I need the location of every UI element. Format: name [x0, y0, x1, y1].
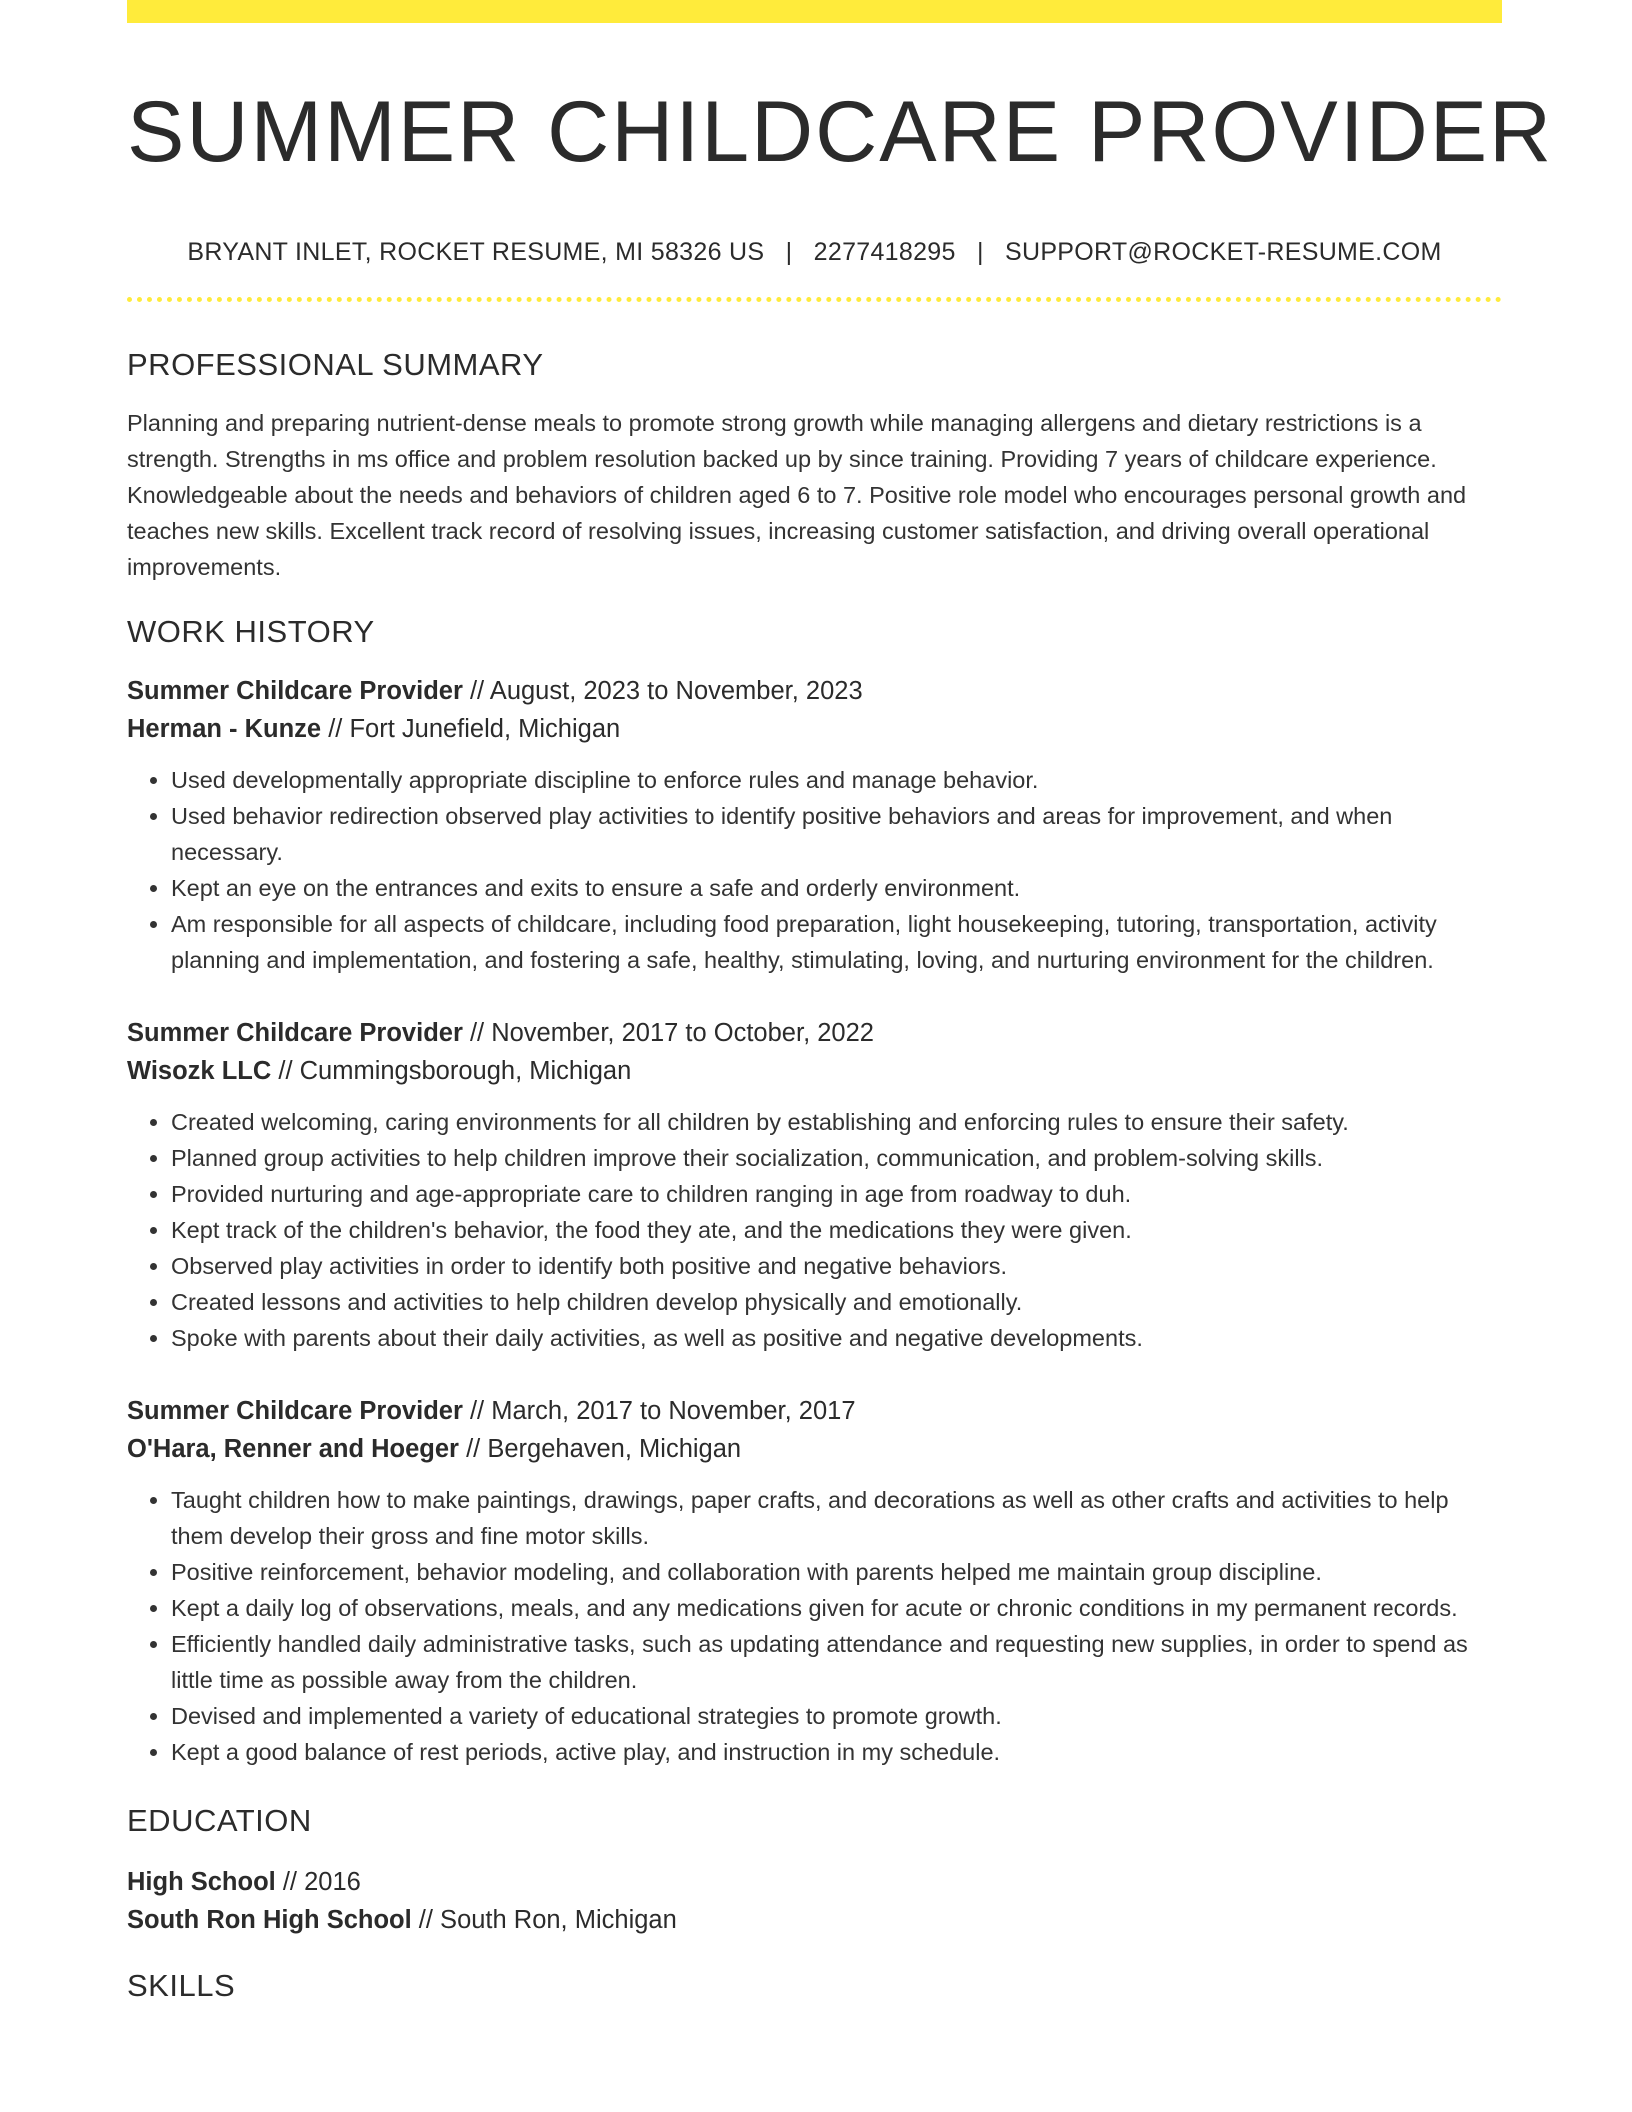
- list-item: • Am responsible for all aspects of childcare, including food preparation, light housekeeping, tutoring, transportation, activity planning and implementation, and fostering a safe, healthy, stimulating, loving, and nurturing environment for the children.: [171, 906, 1502, 978]
- job-title-line: [127, 1014, 1502, 1052]
- contact-address: BRYANT INLET, ROCKET RESUME, MI 58326 US: [187, 237, 765, 266]
- education-year: // 2016: [275, 1868, 361, 1897]
- job-position: Summer Childcare Provider: [127, 676, 463, 705]
- work-history-heading: WORK HISTORY: [127, 613, 375, 649]
- list-item: • Kept an eye on the entrances and exits to ensure a safe and orderly environment.: [171, 870, 1502, 906]
- job-company: Herman - Kunze: [127, 714, 322, 743]
- job-position: Summer Childcare Provider: [127, 1018, 463, 1047]
- job-company-line: [127, 1052, 1502, 1090]
- job-company: O'Hara, Renner and Hoeger: [127, 1434, 459, 1463]
- list-item: • Used behavior redirection observed play activities to identify positive behaviors and areas for improvement, and when necessary.: [171, 798, 1502, 870]
- education-location: // South Ron, Michigan: [411, 1906, 677, 1935]
- accent-top-bar: [127, 0, 1502, 23]
- list-item: • Spoke with parents about their daily activities, as well as positive and negative developments.: [171, 1320, 1502, 1356]
- job-entry: [127, 1014, 1502, 1356]
- list-item: • Taught children how to make paintings, drawings, paper crafts, and decorations as well as other crafts and activities to help them develop their gross and fine motor skills.: [171, 1482, 1502, 1554]
- skills-heading: SKILLS: [127, 1968, 236, 2004]
- contact-line: [127, 238, 1502, 267]
- job-entry: [127, 672, 1502, 978]
- list-item: • Devised and implemented a variety of educational strategies to promote growth.: [171, 1698, 1502, 1734]
- list-item: • Provided nurturing and age-appropriate care to children ranging in age from roadway to duh.: [171, 1176, 1502, 1212]
- job-entry: [127, 1392, 1502, 1770]
- job-company-line: [127, 1430, 1502, 1468]
- job-bullets: [127, 1482, 1502, 1770]
- contact-separator: |: [785, 237, 793, 266]
- education-heading: EDUCATION: [127, 1802, 312, 1838]
- education-school: South Ron High School: [127, 1906, 412, 1935]
- list-item: • Kept track of the children's behavior, the food they ate, and the medications they were given.: [171, 1212, 1502, 1248]
- job-dates: // August, 2023 to November, 2023: [462, 676, 863, 705]
- contact-phone: 2277418295: [813, 237, 956, 266]
- job-position: Summer Childcare Provider: [127, 1396, 463, 1425]
- list-item: • Used developmentally appropriate discipline to enforce rules and manage behavior.: [171, 762, 1502, 798]
- list-item: • Efficiently handled daily administrative tasks, such as updating attendance and requesting new supplies, in order to spend as little time as possible away from the children.: [171, 1626, 1502, 1698]
- job-location: // Bergehaven, Michigan: [459, 1434, 742, 1463]
- list-item: • Kept a good balance of rest periods, active play, and instruction in my schedule.: [171, 1734, 1502, 1770]
- job-bullets: [127, 762, 1502, 978]
- list-item: • Created welcoming, caring environments for all children by establishing and enforcing rules to ensure their safety.: [171, 1104, 1502, 1140]
- contact-separator: |: [976, 237, 984, 266]
- job-bullets: [127, 1104, 1502, 1356]
- job-title-line: [127, 672, 1502, 710]
- job-location: // Cummingsborough, Michigan: [271, 1056, 632, 1085]
- summary-text: Planning and preparing nutrient-dense meals to promote strong growth while managing allergens and dietary restrictions is a strength. Strengths in ms office and problem resolution backed up by since training. Providing 7 years of childcare experience. Knowledgeable about the needs and behaviors of children aged 6 to 7. Positive role model who encourages personal growth and teaches new skills. Excellent track record of resolving issues, increasing customer satisfaction, and driving overall operational improvements.: [127, 409, 1467, 580]
- list-item: • Planned group activities to help children improve their socialization, communication, and problem-solving skills.: [171, 1140, 1502, 1176]
- job-company-line: [127, 710, 1502, 748]
- job-company: Wisozk LLC: [127, 1056, 272, 1085]
- header-divider: [127, 297, 1502, 302]
- education-degree: High School: [127, 1868, 276, 1897]
- education-entry: [127, 1863, 1502, 1939]
- list-item: • Positive reinforcement, behavior modeling, and collaboration with parents helped me maintain group discipline.: [171, 1554, 1502, 1590]
- summary-heading: PROFESSIONAL SUMMARY: [127, 346, 544, 382]
- resume-page: [127, 0, 1554, 2004]
- list-item: • Created lessons and activities to help children develop physically and emotionally.: [171, 1284, 1502, 1320]
- education-degree-line: [127, 1863, 1502, 1901]
- job-dates: // March, 2017 to November, 2017: [462, 1396, 856, 1425]
- job-dates: // November, 2017 to October, 2022: [462, 1018, 874, 1047]
- contact-email: SUPPORT@ROCKET-RESUME.COM: [1005, 237, 1442, 266]
- job-location: // Fort Junefield, Michigan: [321, 714, 621, 743]
- education-school-line: [127, 1901, 1502, 1939]
- resume-name: SUMMER CHILDCARE PROVIDER: [127, 84, 1554, 180]
- list-item: • Observed play activities in order to identify both positive and negative behaviors.: [171, 1248, 1502, 1284]
- job-title-line: [127, 1392, 1502, 1430]
- list-item: • Kept a daily log of observations, meals, and any medications given for acute or chronic conditions in my permanent records.: [171, 1590, 1502, 1626]
